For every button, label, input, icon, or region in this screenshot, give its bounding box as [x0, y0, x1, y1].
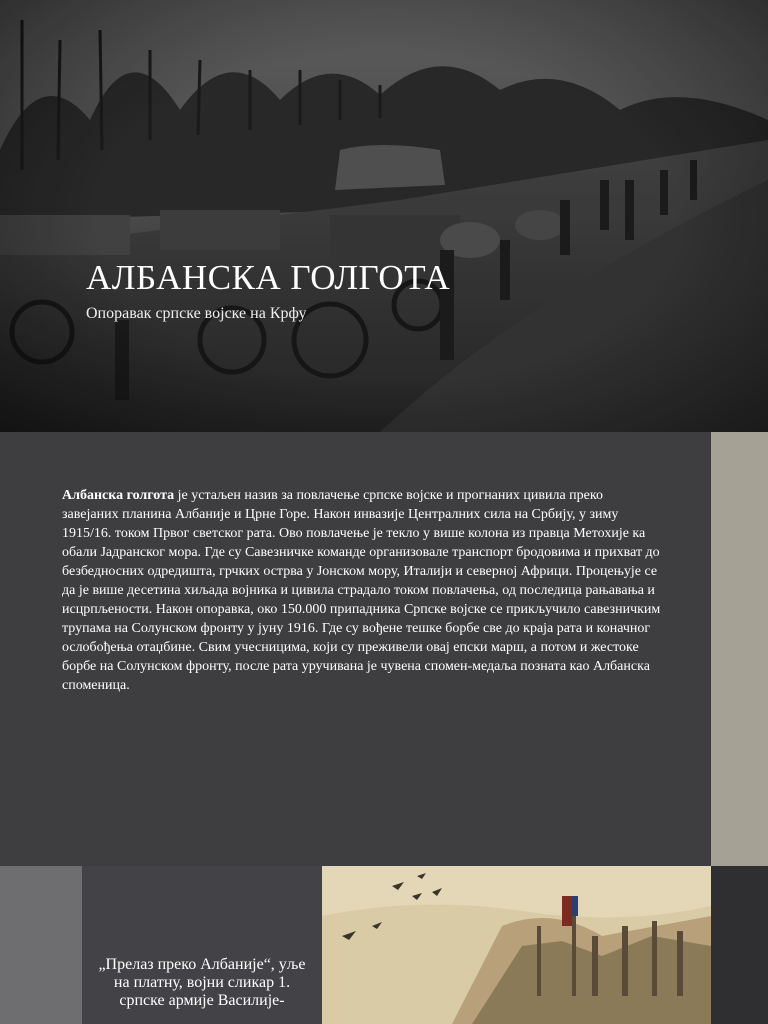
- page-title: АЛБАНСКА ГОЛГОТА: [86, 258, 451, 297]
- accent-strip: [711, 432, 768, 866]
- painting-illustration: [322, 866, 711, 1024]
- article-lead: Албанска голгота: [62, 488, 175, 503]
- article-panel: [0, 432, 711, 866]
- decorative-strip-left: [0, 866, 82, 1024]
- painting-image: [322, 866, 711, 1024]
- painting-caption: „Прелаз преко Албаније“, уље на платну, војни сликар 1. српске армије Василије-: [98, 956, 306, 1009]
- article-body: [62, 486, 662, 695]
- hero-banner: [0, 0, 768, 432]
- caption-panel: [82, 866, 322, 1024]
- page-subtitle: Опоравак српске војске на Крфу: [86, 305, 307, 322]
- decorative-strip-right: [711, 866, 768, 1024]
- hero-photo: [0, 0, 768, 432]
- article-paragraph: је устаљен назив за повлачење српске војске и прогнаних цивила преко завејаних планина Албаније и Црне Горе. Након инвазије Централних сила на Србију, у зиму 1915/16. током Првог светског рата. Ово повлачење је текло у више колона из правца Метохије ка обали Јадранског мора. Где су Савезничке команде организовале транспорт бродовима и прихват до безбедносних одредишта, грчких острва у Јонском мору, Италији и северној Африци. Процењује се да је више десетина хиљада војника и цивила страдало током повлачења, од последица рањавања и исцрпљености. Након опоравка, око 150.000 припадника Српске војске се прикључило савезничким трупама на Солунском фронту у јуну 1916. Где су вођене тешке борбе све до краја рата и коначног ослобођења отаџбине. Свим учесницима, који су преживели овај епски марш, а потом и жестоке борбе на Солунском фронту, после рата уручивана је чувена спомен-медаља позната као Албанска споменица.: [62, 488, 661, 693]
